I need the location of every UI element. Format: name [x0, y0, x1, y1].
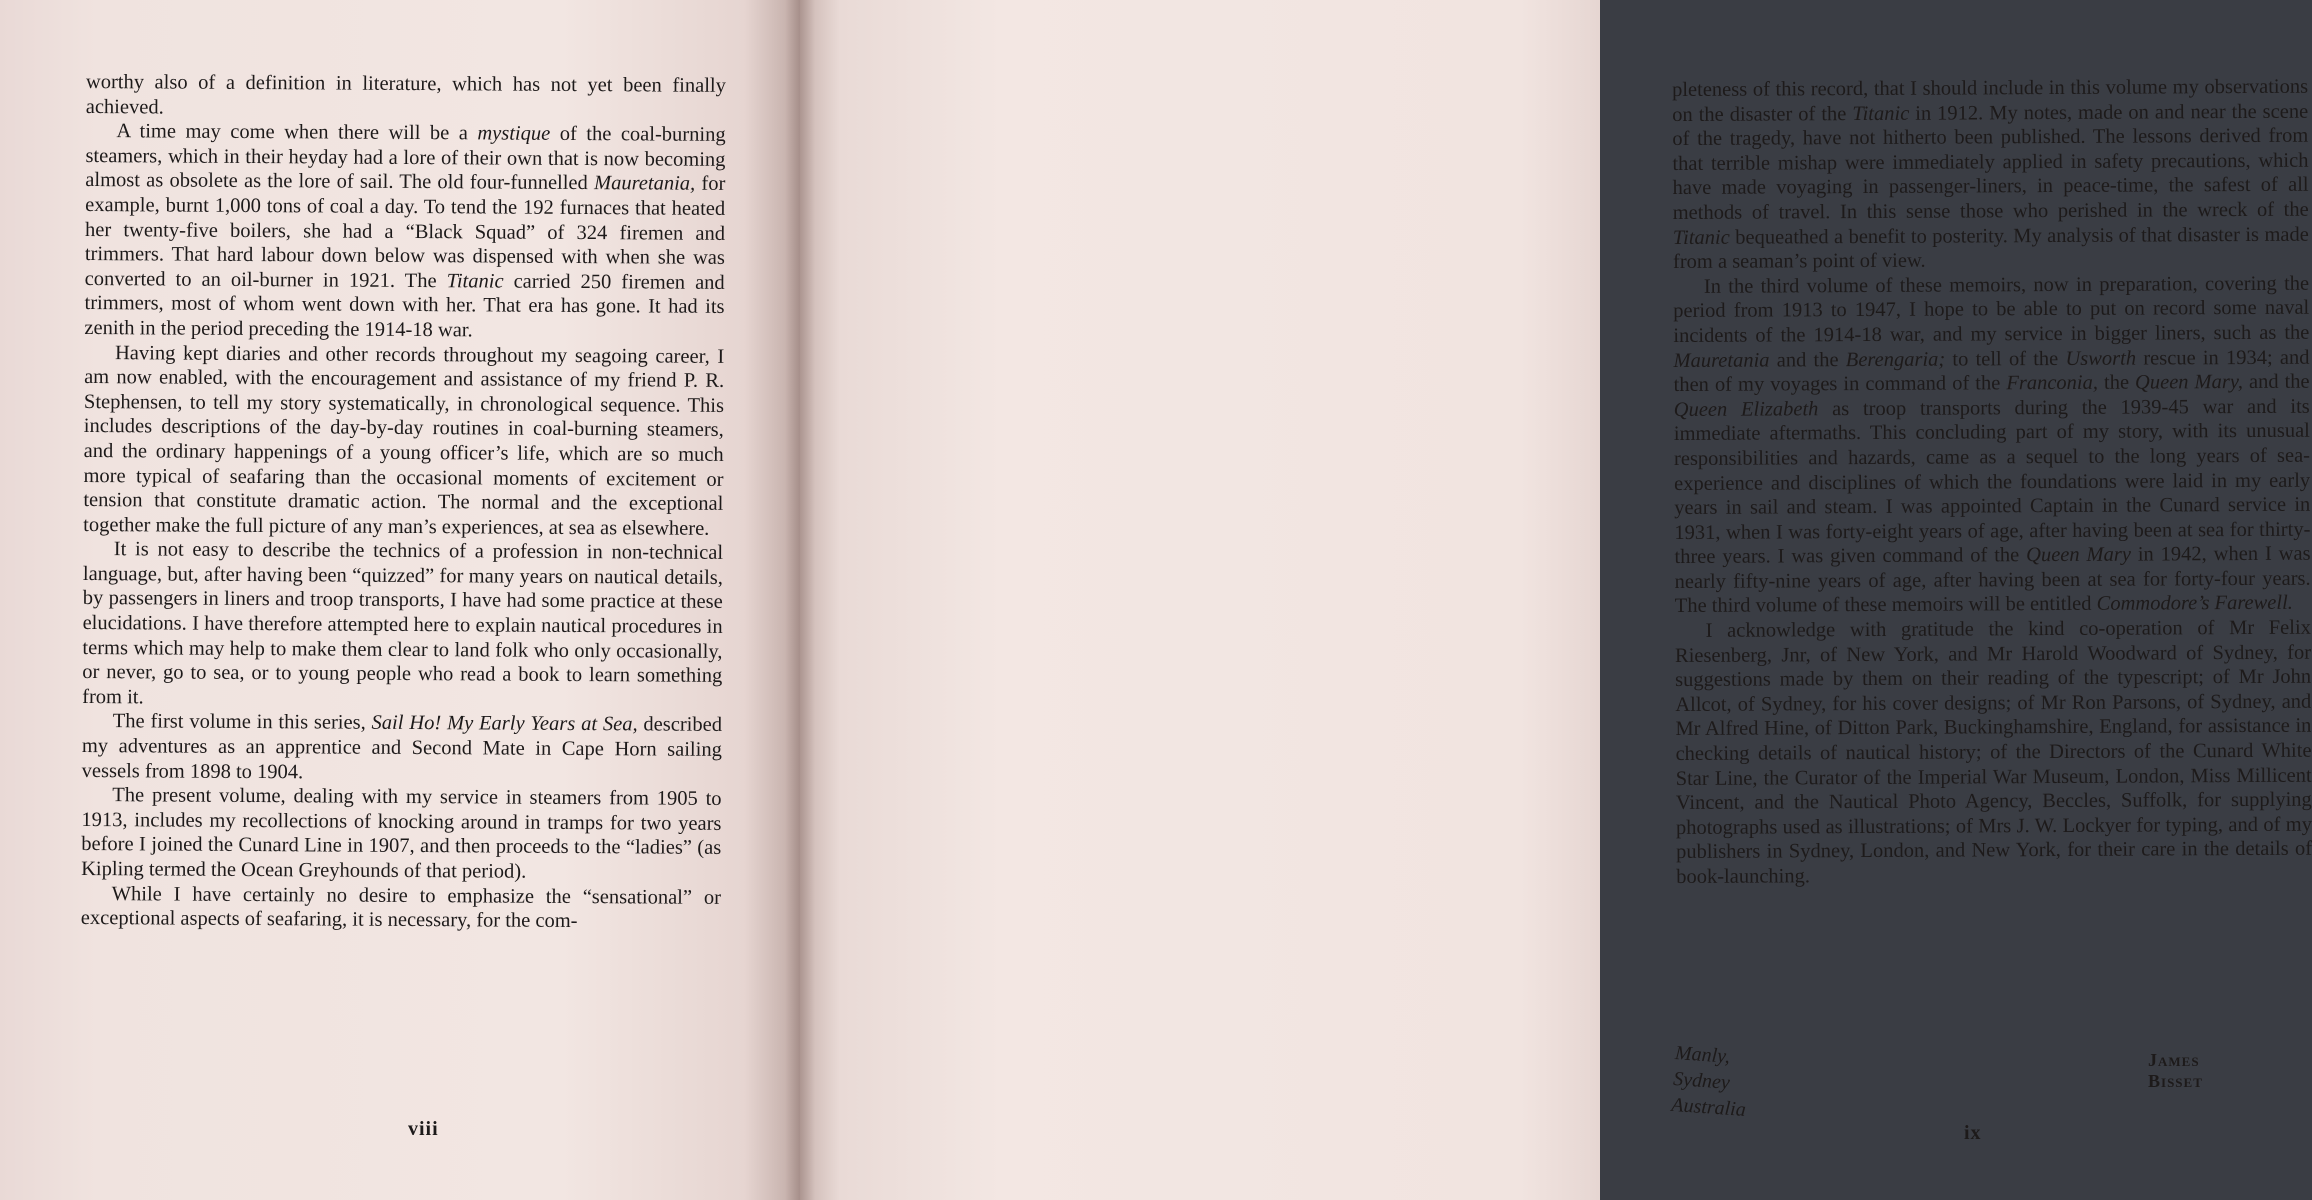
left-paragraph: [82, 709, 722, 787]
text-run: carried 250 firemen and trimmers, most of whom went down with her. That era has gone. It had its zenith in the period preceding the 1914-18 war.: [84, 270, 725, 342]
signature-place-line1: Manly, Sydney: [1672, 1041, 1731, 1094]
italic-text: Queen Mary: [2026, 543, 2131, 567]
italic-text: Usworth: [2065, 347, 2137, 370]
right-page: [800, 0, 2312, 1200]
text-run: described my adventures as an apprentice and Second Mate in Cape Horn sailing vessels from 1898 to 1904.: [81, 713, 723, 783]
left-paragraph: [84, 119, 725, 344]
italic-text: Berengaria;: [1845, 348, 1946, 371]
text-run: While I have certainly no desire to emphasize the “sensational” or exceptional aspects of seafaring, it is necessary, for the com-: [80, 882, 722, 933]
signature-place-line2: Australia: [1670, 1093, 1747, 1122]
text-run: In the third volume of these memoirs, now in preparation, covering the period from 1913 to 1947, I hope to be able to put on record some naval incidents of the 1914-18 war, and my service in bigger liners, such as the: [1673, 272, 2310, 347]
text-run: rescue in 1934; and then of my voyages in command of the: [1673, 346, 2310, 397]
italic-text: Franconia,: [2006, 371, 2099, 395]
italic-text: Mauretania: [1673, 349, 1770, 372]
text-run: and the: [2242, 370, 2310, 394]
text-run: to tell of the: [1945, 347, 2066, 371]
text-run: pleteness of this record, that I should include in this volume my observations on the disaster of the: [1672, 75, 2309, 126]
italic-text: Titanic: [1672, 226, 1730, 249]
left-page: [0, 0, 800, 1200]
page-number-right: ix: [1964, 1122, 1982, 1144]
book-gutter: [785, 0, 815, 1200]
text-run: of the coal-burning steamers, which in their heyday had a lore of their own that is now becoming almost as obsolete as the lore of sail. The old four-funnelled: [85, 123, 726, 195]
left-paragraph: [81, 783, 722, 885]
left-paragraph: [83, 341, 724, 542]
italic-text: mystique: [477, 122, 551, 146]
text-run: Having kept diaries and other records throughout my seagoing career, I am now enabled, with the encouragement and assistance of my friend P. R. Stephensen, to tell my story systematically, in chronological sequence. This includes descriptions of the day-by-day routines in coal-burning steamers, and the ordinary happenings of a young officer’s life, which are so much more typical of seafaring than the occasional moments of excitement or tension that constitute dramatic action. The normal and the exceptional together make the full picture of any man’s experiences, at sea as elsewhere.: [83, 341, 725, 540]
text-run: the: [2097, 371, 2136, 394]
text-run: The present volume, dealing with my service in steamers from 1905 to 1913, includes my recollections of knocking around in tramps for two years before I joined the Cunard Line in 1907, and then proceeds to the “ladies” (as Kipling termed the Ocean Greyhounds of that period).: [81, 784, 722, 883]
italic-text: Queen Mary,: [2134, 371, 2243, 394]
right-paragraph: [1672, 75, 2309, 275]
text-run: The first volume in this series,: [112, 710, 372, 735]
italic-text: Sail Ho! My Early Years at Sea,: [371, 712, 638, 736]
text-run: in 1912. My notes, made on and near the scene of the tragedy, have not hitherto been published. The lessons derived from that terrible mishap were immediately applied in safety precautions, which have made voyaging in passenger-liners, in peace-time, the safest of all methods of travel. In this sense those who perished in the wreck of the: [1672, 100, 2309, 224]
left-paragraph: [86, 70, 726, 123]
italic-text: Commodore’s Farewell.: [2096, 592, 2293, 616]
italic-text: Titanic: [1852, 102, 1910, 125]
text-run: as troop transports during the 1939-45 war and its immediate aftermaths. This concluding part of my story, with its unusual responsibilities and hazards, came as a sequel to the long years of sea-experience and disciplines of which the foundations were laid in my early years in sail and steam. I was appointed Captain in the Cunard service in 1931, when I was forty-eight years of age, after having been at sea for thirty-three years. I was given command of the: [1673, 395, 2311, 569]
signature-place: [1671, 1040, 1751, 1123]
text-run: I acknowledge with gratitude the kind co-operation of Mr Felix Riesenberg, Jnr, of New York, and Mr Harold Woodward of Sydney, for suggestions made by them on their reading of the typescript; of Mr John Allcot, of Sydney, for his cover designs; of Mr Ron Parsons, of Sydney, and Mr Alfred Hine, of Ditton Park, Buckinghamshire, England, for assistance in checking details of nautical history; of the Directors of the Cunard White Star Line, the Curator of the Imperial War Museum, London, Miss Millicent Vincent, and the Nautical Photo Agency, Beccles, Suffolk, for supplying photographs used as illustrations; of Mrs J. W. Lockyer for typing, and of my publishers in Sydney, London, and New York, for their care in the details of book-launching.: [1674, 616, 2312, 888]
italic-text: Titanic: [446, 269, 504, 293]
italic-text: Queen Elizabeth: [1673, 397, 1819, 421]
text-run: for example, burnt 1,000 tons of coal a day. To tend the 192 furnaces that heated her twenty-five boilers, she had a “Black Squad” of 324 firemen and trimmers. That hard labour down below was dispensed with when she was converted to an oil-burner in 1921. The: [84, 173, 726, 292]
right-paragraph: [1675, 616, 2312, 890]
text-run: A time may come when there will be a: [116, 120, 478, 145]
text-run: and the: [1769, 348, 1846, 372]
left-paragraph: [82, 537, 723, 713]
page-number-left: viii: [408, 1118, 439, 1140]
left-page-text: [81, 70, 726, 935]
text-run: worthy also of a definition in literature, which has not yet been finally achieved.: [85, 70, 726, 119]
left-paragraph: [81, 882, 721, 935]
text-run: in 1942, when I was nearly fifty-nine years of age, after having been at sea for forty-four years. The third volume of these memoirs will be entitled: [1674, 542, 2311, 618]
right-paragraph: [1673, 271, 2311, 619]
signature-name: James Bisset: [2148, 1050, 2203, 1091]
text-run: It is not easy to describe the technics of a profession in non-technical language, but, after having been “quizzed” for many years on nautical details, by passengers in liners and troop transports, I have had some practice at these elucidations. I have therefore attempted here to explain nautical procedures in terms which may help to make them clear to land folk who only occasionally, or never, go to sea, or to young people who read a book to learn something from it.: [82, 538, 724, 709]
italic-text: Mauretania,: [593, 172, 696, 196]
text-run: bequeathed a benefit to posterity. My analysis of that disaster is made from a seaman’s point of view.: [1672, 223, 2309, 274]
right-page-text: [1672, 75, 2312, 890]
